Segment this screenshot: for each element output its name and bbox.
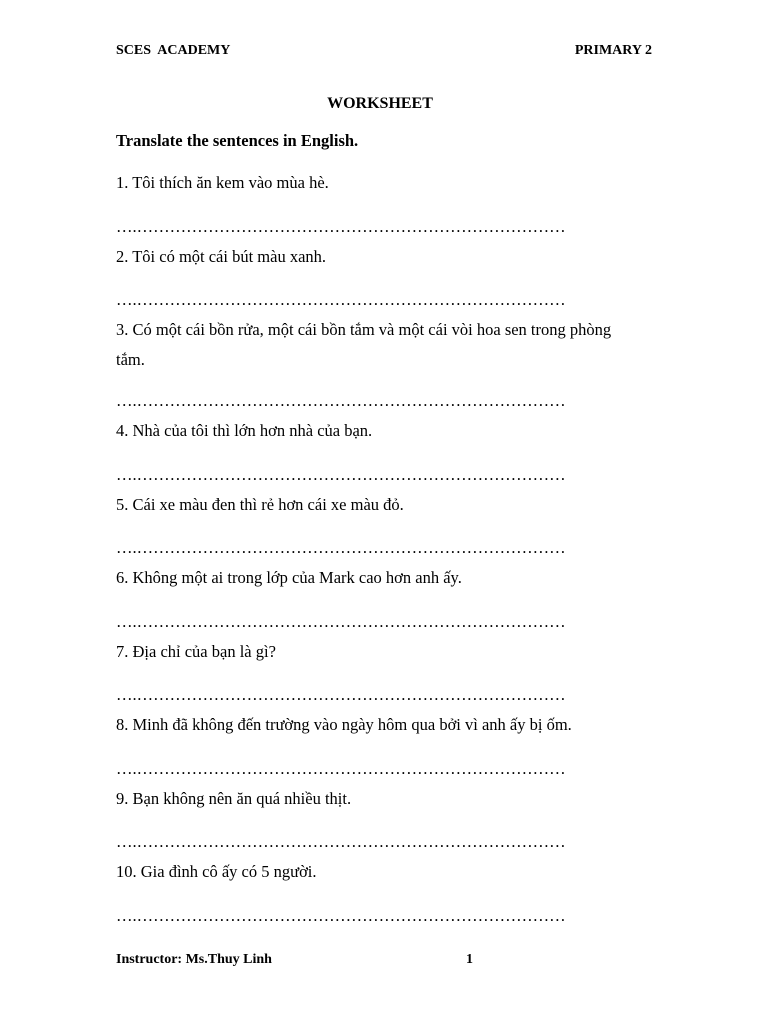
answer-line: ….…………………………………………………………………… — [116, 290, 566, 309]
answer-line: ….…………………………………………………………………… — [116, 611, 566, 631]
answer-line: ….…………………………………………………………………… — [116, 685, 566, 704]
question-item — [116, 710, 644, 784]
question-item — [116, 563, 644, 637]
page-header — [116, 43, 652, 63]
answer-line: ….…………………………………………………………………… — [116, 216, 566, 236]
question-item — [116, 490, 644, 564]
question-item — [116, 784, 644, 858]
question-item — [116, 168, 644, 242]
answer-line: ….…………………………………………………………………… — [116, 832, 566, 851]
answer-line: ….…………………………………………………………………… — [116, 464, 566, 484]
instructor-name: Instructor: Ms.Thuy Linh — [116, 952, 272, 967]
question-text: 5. Cái xe màu đen thì rẻ hơn cái xe màu đỏ. — [116, 494, 404, 514]
question-text: 8. Minh đã không đến trường vào ngày hôm qua bởi vì anh ấy bị ốm. — [116, 715, 572, 734]
question-text: 9. Bạn không nên ăn quá nhiều thịt. — [116, 788, 352, 808]
question-text: 2. Tôi có một cái bút màu xanh. — [116, 246, 327, 266]
question-item — [116, 857, 644, 931]
question-text: 4. Nhà của tôi thì lớn hơn nhà của bạn. — [116, 421, 373, 440]
question-item — [116, 637, 644, 711]
question-item — [116, 242, 644, 316]
question-list — [116, 168, 644, 931]
question-text: 6. Không một ai trong lớp của Mark cao hơn anh ấy. — [116, 568, 462, 587]
question-text: 1. Tôi thích ăn kem vào mùa hè. — [116, 173, 329, 192]
school-name: SCES ACADEMY — [116, 43, 231, 58]
answer-line: ….…………………………………………………………………… — [116, 905, 566, 925]
answer-line: ….…………………………………………………………………… — [116, 391, 566, 410]
grade-level: PRIMARY 2 — [574, 43, 652, 58]
instruction-text: Translate the sentences in English. — [116, 131, 359, 150]
question-item — [116, 315, 644, 416]
page-number: 1 — [466, 952, 473, 967]
question-text: 10. Gia đình cô ấy có 5 người. — [116, 862, 317, 881]
answer-line: ….…………………………………………………………………… — [116, 758, 566, 778]
answer-line: ….…………………………………………………………………… — [116, 538, 566, 557]
question-text: 3. Có một cái bồn rửa, một cái bồn tắm và một cái vòi hoa sen trong phòng tắm. — [116, 320, 612, 369]
question-text: 7. Địa chỉ của bạn là gì? — [116, 641, 276, 661]
worksheet-title: WORKSHEET — [327, 95, 433, 112]
question-item — [116, 416, 644, 490]
